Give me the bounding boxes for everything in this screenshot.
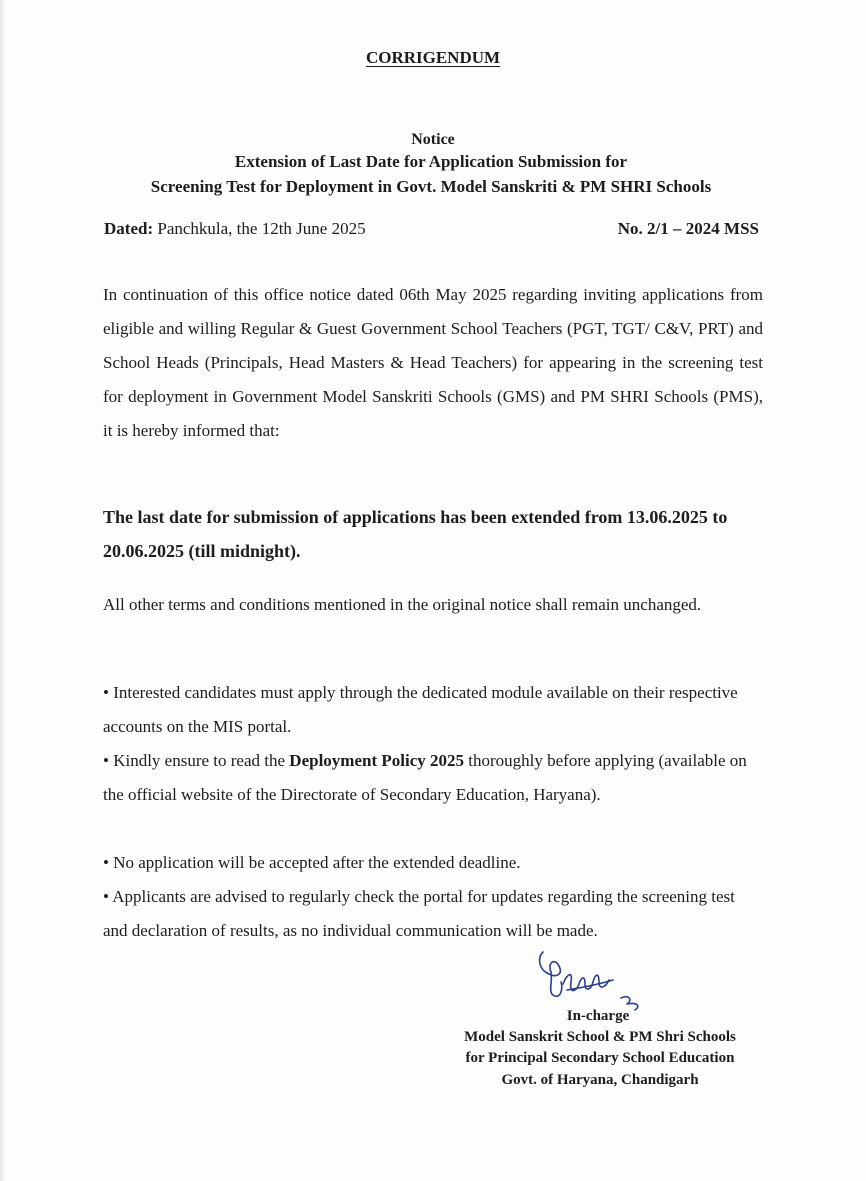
extension-announcement: The last date for submission of applications has been extended from 13.06.2025 to 20.06.2025 (till midnight). — [103, 507, 728, 561]
notice-label: Notice — [411, 131, 455, 148]
bullet-apply-mis-portal: • Interested candidates must apply through the dedicated module available on their respective accounts on the MIS portal. — [103, 683, 738, 736]
bullet-deployment-policy — [103, 744, 763, 812]
intro-paragraph: In continuation of this office notice dated 06th May 2025 regarding inviting applications from eligible and willing Regular & Guest Government School Teachers (PGT, TGT/ C&V, PRT) and School Heads (Principals, Head Masters & Head Teachers) for appearing in the screening test for deployment in Government Model Sanskriti Schools (GMS) and PM SHRI Schools (PMS), it is hereby informed that: — [103, 285, 763, 440]
dated-field — [104, 219, 366, 239]
bullet-2-text-end: thoroughly before applying (available on the official website of the Directorate of Secondary Education, Haryana). — [103, 751, 747, 804]
bullet-check-portal-updates: • Applicants are advised to regularly check the portal for updates regarding the screening test and declaration of results, as no individual communication will be made. — [103, 887, 735, 940]
notice-title-line-1: Extension of Last Date for Application Submission for — [234, 152, 628, 171]
notice-title-line-2: Screening Test for Deployment in Govt. Model Sanskriti & PM SHRI Schools — [150, 177, 712, 196]
signatory-office: for Principal Secondary School Education — [465, 1050, 735, 1066]
deployment-policy-reference: Deployment Policy 2025 — [289, 751, 464, 770]
corrigendum-heading: CORRIGENDUM — [365, 48, 501, 67]
dated-label: Dated: — [104, 219, 154, 238]
bullet-2-text-start: • Kindly ensure to read the — [103, 751, 290, 770]
reference-number: No. 2/1 – 2024 MSS — [617, 219, 759, 238]
signatory-title: In-charge — [566, 1008, 630, 1024]
signatory-government: Govt. of Haryana, Chandigarh — [501, 1072, 699, 1088]
dated-value: Panchkula, the 12th June 2025 — [157, 219, 366, 238]
terms-paragraph: All other terms and conditions mentioned in the original notice shall remain unchanged. — [103, 595, 702, 614]
bullet-no-late-applications: • No application will be accepted after the extended deadline. — [103, 853, 521, 872]
signatory-designation: Model Sanskrit School & PM Shri Schools — [464, 1029, 736, 1045]
